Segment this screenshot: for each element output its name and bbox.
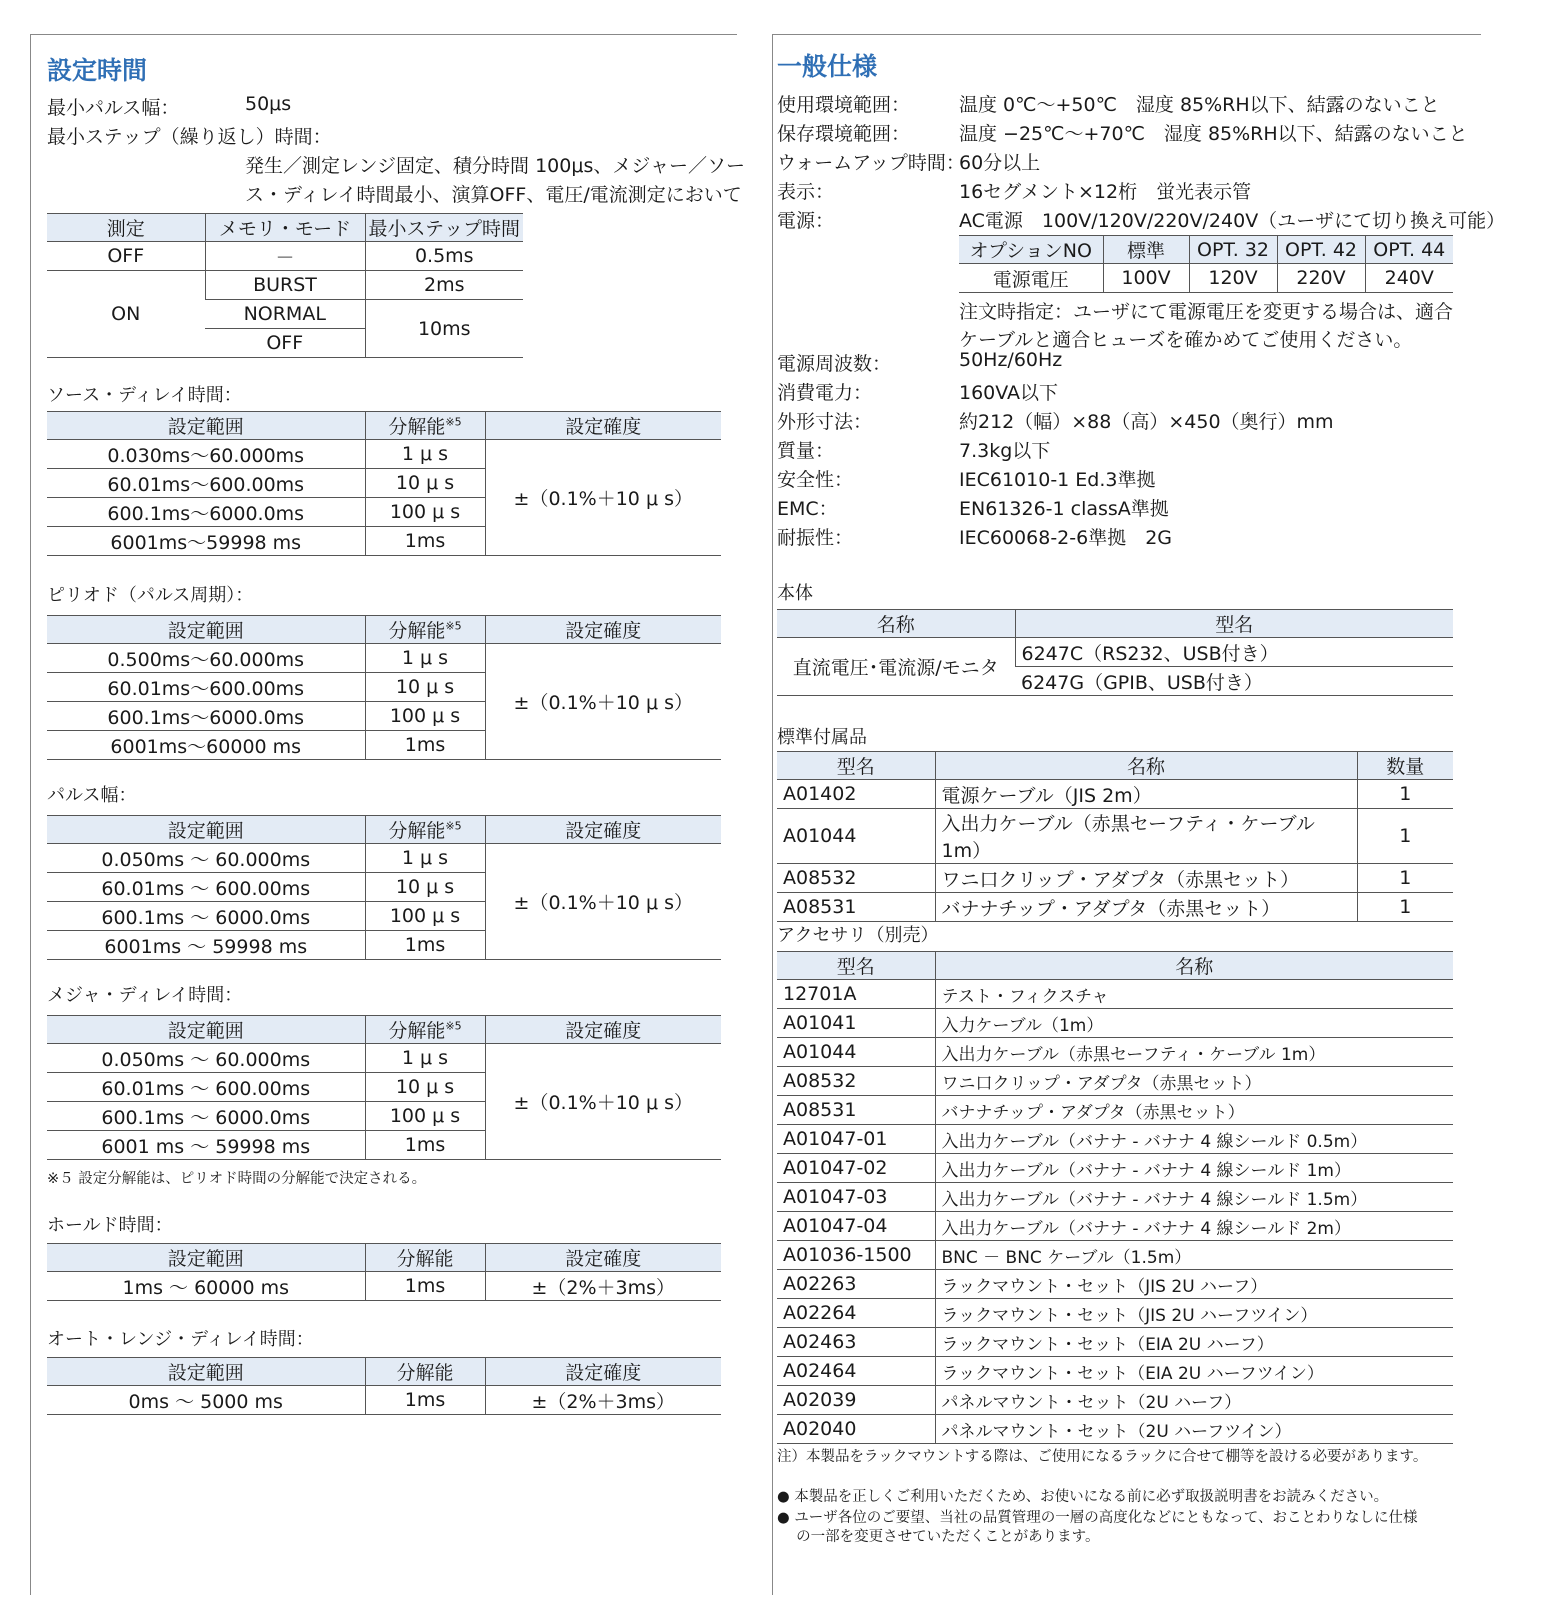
- range-cell: 6001ms ～ 59998 ms: [47, 931, 365, 960]
- left-column: [30, 34, 745, 1595]
- header-range: 設定範囲: [47, 412, 365, 440]
- table-row: [777, 1067, 1453, 1096]
- header-name: 名称: [935, 752, 1357, 780]
- body-label: 本体: [777, 583, 813, 604]
- table-row: [777, 1154, 1453, 1183]
- cell-off: OFF: [47, 242, 205, 271]
- resolution-cell: 10 μ s: [365, 873, 485, 902]
- cell-name: テスト・フィクスチャ: [935, 980, 1453, 1009]
- table-row: [777, 1415, 1453, 1444]
- cell-product-name: 直流電圧･電流源/モニタ: [777, 638, 1015, 696]
- spec-value: 7.3kg以下: [959, 440, 1051, 462]
- range-cell: 60.01ms ～ 600.00ms: [47, 873, 365, 902]
- resolution-cell: 10 μ s: [365, 673, 485, 702]
- cell-name: バナナチップ・アダプタ（赤黒セット）: [935, 893, 1357, 922]
- cell-normal: NORMAL: [205, 300, 365, 329]
- cell-name: パネルマウント・セット（2U ハーフツイン）: [935, 1415, 1453, 1444]
- header-option-no: オプションNO: [959, 236, 1103, 264]
- range-cell: 60.01ms ～ 600.00ms: [47, 1073, 365, 1102]
- table-row: [777, 1241, 1453, 1270]
- hold-table: [47, 1243, 721, 1301]
- cell-model: A02463: [777, 1328, 935, 1357]
- cell-name: ラックマウント・セット（EIA 2U ハーフツイン）: [935, 1357, 1453, 1386]
- cell-dash: －: [205, 242, 365, 271]
- resolution-cell: 1ms: [365, 1131, 485, 1160]
- spec-label: 表示：: [777, 181, 835, 203]
- spec-label: ウォームアップ時間：: [777, 152, 965, 174]
- min-pulse-value: 50μs: [245, 93, 292, 115]
- cell-model: A01041: [777, 1009, 935, 1038]
- min-step-desc-1: 発生／測定レンジ固定、積分時間 100μs、メジャー／ソー: [245, 155, 745, 177]
- spec-value: 温度 −25℃～+70℃ 湿度 85%RH以下、結露のないこと: [959, 123, 1468, 145]
- resolution-cell: 10 μ s: [365, 1073, 485, 1102]
- min-step-label: 最小ステップ（繰り返し）時間：: [47, 126, 332, 148]
- pulse-width-label: パルス幅：: [47, 785, 137, 806]
- cell-name: 入出力ケーブル（赤黒セーフティ・ケーブル 1m）: [935, 809, 1357, 864]
- spec-label: 電源：: [777, 210, 835, 232]
- cell-model: A08531: [777, 893, 935, 922]
- range-cell: 0.030ms～60.000ms: [47, 440, 365, 469]
- spec-label: 使用環境範囲：: [777, 94, 911, 116]
- spec-value: AC電源 100V/120V/220V/240V（ユーザにて切り換え可能）: [959, 210, 1506, 232]
- cell-model: A08531: [777, 1096, 935, 1125]
- table-row: [777, 1299, 1453, 1328]
- range-cell: 0.050ms ～ 60.000ms: [47, 1044, 365, 1073]
- resolution-cell: 1 μ s: [365, 644, 485, 673]
- right-column: [772, 34, 1506, 1595]
- cell-model: A01047-01: [777, 1125, 935, 1154]
- accuracy-cell: ±（0.1%＋10 μ s）: [485, 440, 721, 556]
- header-accuracy: 設定確度: [485, 1244, 721, 1272]
- spec-value: 50Hz/60Hz: [959, 349, 1063, 371]
- header-accuracy: 設定確度: [485, 616, 721, 644]
- range-cell: 0ms ～ 5000 ms: [47, 1386, 365, 1415]
- table-row: [777, 1009, 1453, 1038]
- spec-value: 温度 0℃～+50℃ 湿度 85%RH以下、結露のないこと: [959, 94, 1440, 116]
- resolution-cell: 1ms: [365, 931, 485, 960]
- cell-qty: 1: [1357, 893, 1453, 922]
- header-resolution: 分解能$^{※5}$: [365, 412, 485, 440]
- section-title-setting-time: 設定時間: [47, 56, 148, 85]
- pulse-width-table: [47, 815, 721, 960]
- header-resolution: 分解能: [365, 1358, 485, 1386]
- cell-name: 入力ケーブル（1m）: [935, 1009, 1453, 1038]
- power-voltage-table: [959, 235, 1453, 293]
- std-acc-table: [777, 751, 1453, 922]
- cell-model: 6247G（GPIB、USB付き）: [1015, 667, 1453, 696]
- header-resolution: 分解能$^{※5}$: [365, 816, 485, 844]
- header-accuracy: 設定確度: [485, 1016, 721, 1044]
- min-step-desc-2: ス・ディレイ時間最小、演算OFF、電圧/電流測定において: [245, 184, 742, 206]
- spec-label: 消費電力：: [777, 382, 873, 404]
- header-resolution: 分解能: [365, 1244, 485, 1272]
- resolution-cell: 1ms: [365, 1386, 485, 1415]
- header-range: 設定範囲: [47, 1358, 365, 1386]
- cell-burst: BURST: [205, 271, 365, 300]
- spec-label: 電源周波数：: [777, 353, 892, 375]
- cell-name: ラックマウント・セット（JIS 2U ハーフ）: [935, 1270, 1453, 1299]
- cell-name: ワニ口クリップ・アダプタ（赤黒セット）: [935, 1067, 1453, 1096]
- resolution-cell: 100 μ s: [365, 1102, 485, 1131]
- spec-value: IEC61010-1 Ed.3準拠: [959, 469, 1156, 491]
- header-range: 設定範囲: [47, 816, 365, 844]
- hold-label: ホールド時間：: [47, 1215, 173, 1236]
- cell-name: BNC － BNC ケーブル（1.5m）: [935, 1241, 1453, 1270]
- cell-220v: 220V: [1277, 264, 1365, 293]
- cell-qty: 1: [1357, 780, 1453, 809]
- header-accuracy: 設定確度: [485, 1358, 721, 1386]
- section-title-general-spec: 一般仕様: [777, 52, 878, 81]
- cell-qty: 1: [1357, 864, 1453, 893]
- table-row: [777, 1183, 1453, 1212]
- header-model: 型名: [777, 752, 935, 780]
- range-cell: 6001 ms ～ 59998 ms: [47, 1131, 365, 1160]
- cell-model: A08532: [777, 864, 935, 893]
- spec-label: 質量：: [777, 440, 835, 462]
- header-standard: 標準: [1103, 236, 1189, 264]
- header-resolution: 分解能$^{※5}$: [365, 616, 485, 644]
- spec-label: 外形寸法：: [777, 411, 873, 433]
- period-table: [47, 615, 721, 760]
- header-model: 型名: [1015, 610, 1453, 638]
- min-step-table: [47, 213, 523, 358]
- header-opt44: OPT. 44: [1365, 236, 1453, 264]
- resolution-cell: 1 μ s: [365, 1044, 485, 1073]
- header-memory-mode: メモリ・モード: [205, 214, 365, 242]
- table-row: [777, 1038, 1453, 1067]
- cell-model: A01044: [777, 809, 935, 864]
- auto-range-label: オート・レンジ・ディレイ時間：: [47, 1329, 314, 1350]
- spec-value: 16セグメント×12桁 蛍光表示管: [959, 181, 1252, 203]
- resolution-cell: 100 μ s: [365, 902, 485, 931]
- table-row: [777, 1357, 1453, 1386]
- order-note-1: 注文時指定：ユーザにて電源電圧を変更する場合は、適合: [959, 301, 1454, 323]
- cell-name: バナナチップ・アダプタ（赤黒セット）: [935, 1096, 1453, 1125]
- cell-model: A02264: [777, 1299, 935, 1328]
- resolution-cell: 10 μ s: [365, 469, 485, 498]
- cell-power-voltage: 電源電圧: [959, 264, 1103, 293]
- table-row: [777, 1212, 1453, 1241]
- cell-name: ラックマウント・セット（EIA 2U ハーフ）: [935, 1328, 1453, 1357]
- body-table: [777, 609, 1453, 696]
- cell-name: ラックマウント・セット（JIS 2U ハーフツイン）: [935, 1299, 1453, 1328]
- header-name: 名称: [777, 610, 1015, 638]
- spec-value: EN61326-1 classA準拠: [959, 498, 1169, 520]
- accessories-table: [777, 951, 1453, 1444]
- spec-value: 約212（幅）×88（高）×450（奥行）mm: [959, 411, 1334, 433]
- header-accuracy: 設定確度: [485, 816, 721, 844]
- range-cell: 600.1ms ～ 6000.0ms: [47, 1102, 365, 1131]
- resolution-cell: 1 μ s: [365, 440, 485, 469]
- spec-label: EMC：: [777, 498, 838, 520]
- range-cell: 0.500ms～60.000ms: [47, 644, 365, 673]
- cell-model: A02263: [777, 1270, 935, 1299]
- header-opt32: OPT. 32: [1189, 236, 1277, 264]
- period-label: ピリオド（パルス周期）：: [47, 585, 254, 606]
- source-delay-table: [47, 411, 721, 556]
- table-row: [777, 1386, 1453, 1415]
- cell-240v: 240V: [1365, 264, 1453, 293]
- range-cell: 60.01ms～600.00ms: [47, 469, 365, 498]
- range-cell: 600.1ms～6000.0ms: [47, 498, 365, 527]
- table-row: [777, 1328, 1453, 1357]
- accuracy-cell: ±（0.1%＋10 μ s）: [485, 844, 721, 960]
- cell-model: A02040: [777, 1415, 935, 1444]
- bullet-note: の一部を変更させていただくことがあります。: [777, 1529, 1100, 1545]
- cell-name: 入出力ケーブル（赤黒セーフティ・ケーブル 1m）: [935, 1038, 1453, 1067]
- cell-name: パネルマウント・セット（2U ハーフ）: [935, 1386, 1453, 1415]
- resolution-cell: 1ms: [365, 1272, 485, 1301]
- resolution-cell: 100 μ s: [365, 498, 485, 527]
- spec-value: 60分以上: [959, 152, 1041, 174]
- cell-model: A01044: [777, 1038, 935, 1067]
- cell-qty: 1: [1357, 809, 1453, 864]
- rack-note: 注）本製品をラックマウントする際は、ご使用になるラックに合せて棚等を設ける必要があります。: [777, 1449, 1428, 1465]
- range-cell: 6001ms～60000 ms: [47, 731, 365, 760]
- range-cell: 1ms ～ 60000 ms: [47, 1272, 365, 1301]
- cell-name: 入出力ケーブル（バナナ - バナナ 4 線シールド 1.5m）: [935, 1183, 1453, 1212]
- range-cell: 60.01ms～600.00ms: [47, 673, 365, 702]
- cell-burst-time: 2ms: [365, 271, 523, 300]
- cell-model: A01402: [777, 780, 935, 809]
- accuracy-cell: ±（0.1%＋10 μ s）: [485, 644, 721, 760]
- bullet-note: ● 本製品を正しくご利用いただくため、お使いになる前に必ず取扱説明書をお読みください。: [777, 1489, 1389, 1505]
- cell-120v: 120V: [1189, 264, 1277, 293]
- cell-name: 電源ケーブル（JIS 2m）: [935, 780, 1357, 809]
- cell-normal-time: 10ms: [365, 300, 523, 358]
- accessories-label: アクセサリ（別売）: [777, 925, 939, 946]
- cell-model: A08532: [777, 1067, 935, 1096]
- accuracy-cell: ±（2%＋3ms）: [485, 1386, 721, 1415]
- range-cell: 0.050ms ～ 60.000ms: [47, 844, 365, 873]
- range-cell: 6001ms～59998 ms: [47, 527, 365, 556]
- resolution-cell: 100 μ s: [365, 702, 485, 731]
- min-pulse-label: 最小パルス幅：: [47, 97, 180, 119]
- header-range: 設定範囲: [47, 616, 365, 644]
- table-row: [777, 1096, 1453, 1125]
- header-model: 型名: [777, 952, 935, 980]
- order-note-2: ケーブルと適合ヒューズを確かめてご使用ください。: [959, 329, 1413, 351]
- header-measure: 測定: [47, 214, 205, 242]
- header-accuracy: 設定確度: [485, 412, 721, 440]
- range-cell: 600.1ms～6000.0ms: [47, 702, 365, 731]
- cell-model: 6247C（RS232、USB付き）: [1015, 638, 1453, 667]
- cell-model: A01047-02: [777, 1154, 935, 1183]
- source-delay-label: ソース・ディレイ時間：: [47, 385, 242, 406]
- table-row: [777, 1270, 1453, 1299]
- cell-name: 入出力ケーブル（バナナ - バナナ 4 線シールド 2m）: [935, 1212, 1453, 1241]
- header-range: 設定範囲: [47, 1244, 365, 1272]
- resolution-cell: 1 μ s: [365, 844, 485, 873]
- header-qty: 数量: [1357, 752, 1453, 780]
- auto-range-table: [47, 1357, 721, 1415]
- cell-model: A02039: [777, 1386, 935, 1415]
- table-row: [777, 980, 1453, 1009]
- cell-on: ON: [47, 271, 205, 358]
- spec-value: IEC60068-2-6準拠 2G: [959, 527, 1173, 549]
- cell-name: ワニ口クリップ・アダプタ（赤黒セット）: [935, 864, 1357, 893]
- cell-model: A02464: [777, 1357, 935, 1386]
- header-min-step-time: 最小ステップ時間: [365, 214, 523, 242]
- cell-model: A01036-1500: [777, 1241, 935, 1270]
- cell-100v: 100V: [1103, 264, 1189, 293]
- accuracy-cell: ±（0.1%＋10 μ s）: [485, 1044, 721, 1160]
- range-cell: 600.1ms ～ 6000.0ms: [47, 902, 365, 931]
- resolution-cell: 1ms: [365, 731, 485, 760]
- header-name: 名称: [935, 952, 1453, 980]
- bullet-note: ● ユーザ各位のご要望、当社の品質管理の一層の高度化などにともなって、おことわりなしに仕様: [777, 1510, 1418, 1526]
- header-range: 設定範囲: [47, 1016, 365, 1044]
- std-acc-label: 標準付属品: [777, 727, 867, 748]
- cell-off-time: 0.5ms: [365, 242, 523, 271]
- note-5: ※５ 設定分解能は、ピリオド時間の分解能で決定される。: [47, 1171, 427, 1187]
- spec-label: 耐振性：: [777, 527, 854, 549]
- measure-delay-table: [47, 1015, 721, 1160]
- spec-value: 160VA以下: [959, 382, 1059, 404]
- cell-off-2: OFF: [205, 329, 365, 358]
- cell-name: 入出力ケーブル（バナナ - バナナ 4 線シールド 0.5m）: [935, 1125, 1453, 1154]
- cell-model: 12701A: [777, 980, 935, 1009]
- spec-label: 保存環境範囲：: [777, 123, 911, 145]
- spec-label: 安全性：: [777, 469, 854, 491]
- measure-delay-label: メジャ・ディレイ時間：: [47, 985, 243, 1006]
- header-opt42: OPT. 42: [1277, 236, 1365, 264]
- accuracy-cell: ±（2%＋3ms）: [485, 1272, 721, 1301]
- resolution-cell: 1ms: [365, 527, 485, 556]
- cell-name: 入出力ケーブル（バナナ - バナナ 4 線シールド 1m）: [935, 1154, 1453, 1183]
- cell-model: A01047-03: [777, 1183, 935, 1212]
- table-row: [777, 1125, 1453, 1154]
- cell-model: A01047-04: [777, 1212, 935, 1241]
- header-resolution: 分解能$^{※5}$: [365, 1016, 485, 1044]
